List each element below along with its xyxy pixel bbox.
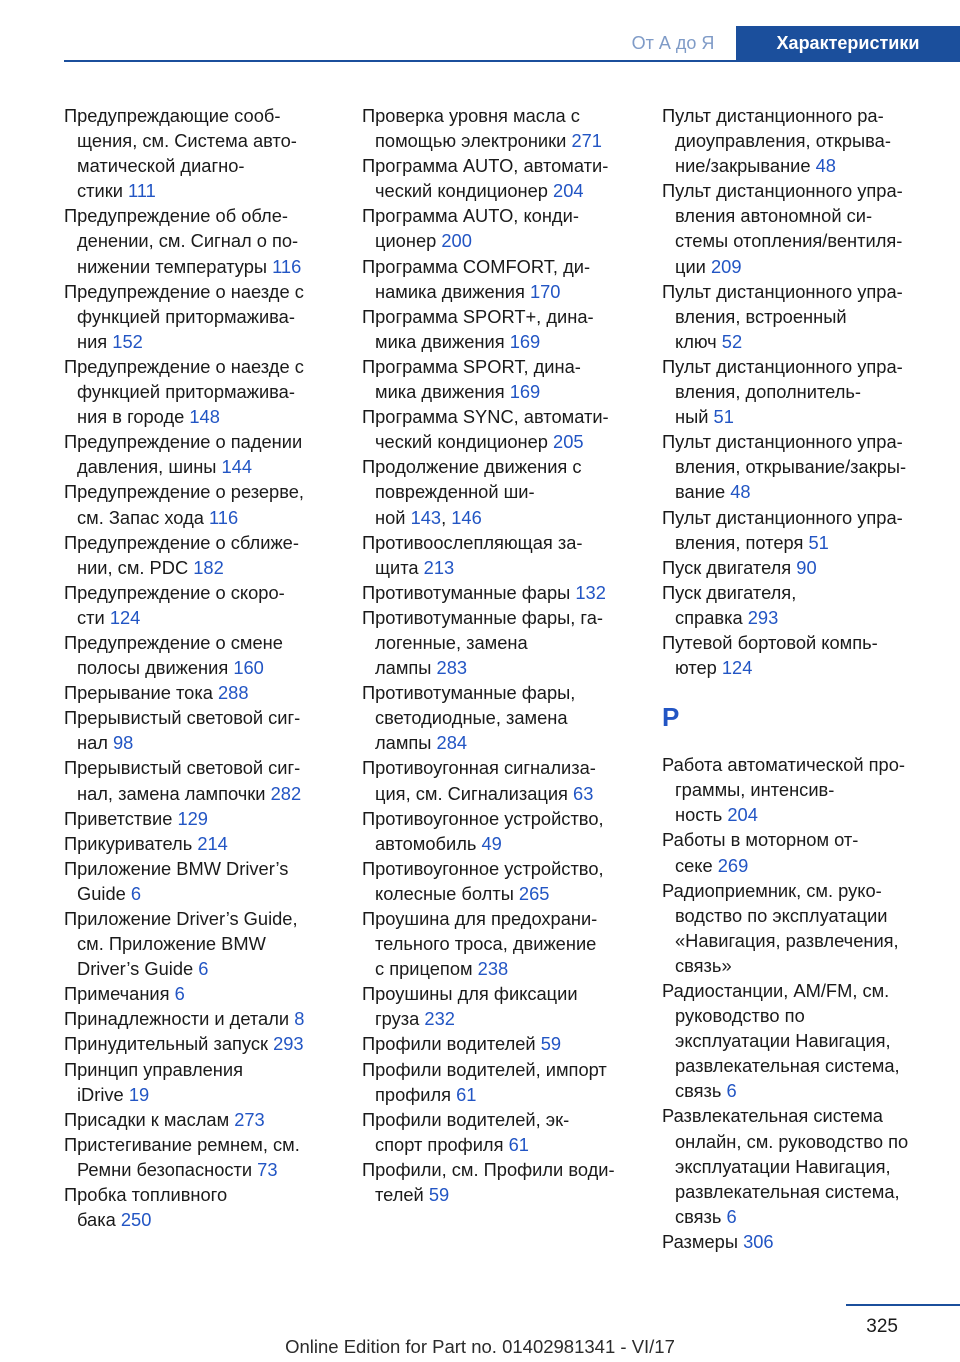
index-entry: Противоугонное устройство, автомобиль 49	[362, 807, 604, 854]
index-entry: Предупреждение о резерве, см. Запас хода 116	[64, 481, 304, 528]
page-reference-link[interactable]: 144	[221, 456, 253, 478]
page-header	[0, 0, 960, 62]
page-reference-link[interactable]: 273	[234, 1108, 265, 1130]
index-entry: Противотуманные фары 132	[362, 581, 606, 603]
page-reference-link[interactable]: 111	[128, 180, 156, 202]
page-reference-link[interactable]: 59	[428, 1184, 450, 1206]
page-reference-link[interactable]: 288	[218, 682, 249, 704]
page-reference-link[interactable]: 283	[436, 657, 468, 679]
index-entry: Проушины для фиксации груза 232	[362, 983, 578, 1030]
page-reference-link[interactable]: 152	[112, 330, 143, 352]
page-reference-link[interactable]: 284	[436, 732, 468, 754]
page-reference-link[interactable]: 293	[747, 606, 779, 628]
chapter-tab[interactable]: Характеристики	[736, 26, 960, 60]
page-reference-link[interactable]: 61	[456, 1083, 477, 1105]
index-entry: Присадки к маслам 273	[64, 1108, 265, 1130]
page-reference-link[interactable]: 293	[273, 1033, 304, 1055]
index-entry: Работы в моторном от- секе 269	[662, 829, 859, 876]
page-reference-link[interactable]: 143	[410, 506, 442, 528]
page-reference-link[interactable]: 116	[272, 255, 302, 277]
page-reference-link[interactable]: 52	[721, 330, 743, 352]
page-reference-link[interactable]: 61	[508, 1133, 529, 1155]
index-entry: Развлекательная система онлайн, см. руководство по эксплуатации Навигация, развлекательная система, связь 6	[662, 1105, 909, 1227]
page-reference-link[interactable]: 271	[571, 130, 602, 152]
page-reference-link[interactable]: 169	[509, 381, 541, 403]
index-entry: Пульт дистанционного упра- вления, потеря 51	[662, 506, 903, 553]
page-reference-link[interactable]: 269	[717, 854, 749, 876]
index-entry: Противотуманные фары, га- логенные, замена лампы 283	[362, 606, 603, 679]
index-entry: Пульт дистанционного упра- вления, встроенный ключ 52	[662, 280, 903, 352]
index-entry: Профили водителей, импорт профиля 61	[362, 1058, 607, 1105]
index-entry: Программа AUTO, автомати- ческий кондиционер 204	[362, 155, 609, 202]
index-entry: Пуск двигателя 90	[662, 556, 817, 578]
page-reference-link[interactable]: 73	[257, 1158, 278, 1180]
page-reference-link[interactable]: 200	[441, 230, 472, 252]
page-reference-link[interactable]: 182	[193, 556, 224, 578]
footer-rule	[846, 1304, 960, 1306]
index-entry: Прерывание тока 288	[64, 682, 249, 704]
page-reference-link[interactable]: 169	[509, 330, 541, 352]
edition-note: Online Edition for Part no. 01402981341 - VI/17	[285, 1336, 675, 1357]
index-entry: Радиоприемник, см. руко- водство по эксплуатации «Навигация, развлечения, связь»	[662, 879, 899, 976]
page-number: 325	[866, 1316, 898, 1337]
page-reference-link[interactable]: 48	[815, 155, 836, 177]
index-column-2	[362, 103, 634, 1207]
index-entry: Предупреждающие сооб- щения, см. Система авто- матической диагно- стики 111	[64, 105, 297, 202]
page-reference-link[interactable]: 116	[208, 506, 239, 528]
index-entry: Продолжение движения с поврежденной ши- ной 143, 146	[362, 456, 582, 528]
index-entry: Профили водителей 59	[362, 1033, 562, 1055]
index-entry: Программа AUTO, конди- ционер 200	[362, 205, 579, 252]
index-entry: Проушина для предохрани- тельного троса, движение с прицепом 238	[362, 908, 598, 980]
page-reference-link[interactable]: 19	[128, 1083, 150, 1105]
page-reference-link[interactable]: 132	[575, 581, 606, 603]
page-reference-link[interactable]: 204	[553, 180, 584, 202]
index-entry: Размеры 306	[662, 1230, 774, 1252]
page-reference-link[interactable]: 265	[518, 882, 550, 904]
page-reference-link[interactable]: 51	[808, 531, 829, 553]
index-column-3	[662, 103, 954, 1254]
header-rule	[64, 60, 960, 62]
index-entry: Противоугонное устройство, колесные болты 265	[362, 857, 604, 904]
page-reference-link[interactable]: 6	[198, 958, 209, 980]
page-reference-link[interactable]: 6	[130, 882, 142, 904]
index-entry: Принудительный запуск 293	[64, 1033, 304, 1055]
index-entry: Примечания 6	[64, 983, 185, 1005]
page-reference-link[interactable]: 282	[270, 782, 302, 804]
index-entry: Приложение Driver’s Guide, см. Приложение BMW Driver’s Guide 6	[64, 908, 298, 980]
page-reference-link[interactable]: 90	[796, 556, 817, 578]
index-entry: Пульт дистанционного упра- вления, дополнитель- ный 51	[662, 355, 903, 428]
index-entry: Предупреждение о скоро- сти 124	[64, 581, 285, 628]
index-entry: Проверка уровня масла с помощью электроники 271	[362, 105, 602, 152]
page-reference-link[interactable]: 238	[477, 958, 509, 980]
page-reference-link[interactable]: 59	[540, 1033, 562, 1055]
index-letter-heading: Р	[662, 702, 680, 733]
index-entry: Предупреждение о наезде с функцией притормажива- ния в городе 148	[64, 355, 304, 428]
index-entry: Пульт дистанционного ра- диоуправления, открыва- ние/закрывание 48	[662, 105, 891, 177]
index-entry: Предупреждение о смене полосы движения 160	[64, 631, 283, 679]
section-label[interactable]: От А до Я	[631, 33, 715, 53]
page-reference-link[interactable]: 213	[423, 556, 455, 578]
index-entry: Пробка топливного бака 250	[64, 1184, 228, 1231]
index-entry: Противотуманные фары, светодиодные, замена лампы 284	[362, 682, 576, 754]
page-reference-link[interactable]: 129	[177, 807, 208, 829]
index-entry: Пуск двигателя, справка 293	[662, 581, 797, 628]
index-entry: Принцип управления iDrive 19	[64, 1058, 243, 1105]
index-entry: Пульт дистанционного упра- вления автономной си- стемы отопления/вентиля- ции 209	[662, 180, 903, 277]
page-reference-link[interactable]: 232	[424, 1008, 455, 1030]
page-reference-link[interactable]: 124	[721, 657, 753, 679]
index-entry: Радиостанции, AM/FM, см. руководство по эксплуатации Навигация, развлекательная система, связь 6	[662, 980, 900, 1102]
index-entry: Прерывистый световой сиг- нал, замена лампочки 282	[64, 757, 302, 804]
index-entry: Приветствие 129	[64, 807, 208, 829]
index-entry: Противоугонная сигнализа- ция, см. Сигнализация 63	[362, 757, 596, 804]
index-entry: Программа SYNC, автомати- ческий кондиционер 205	[362, 406, 609, 453]
index-entry: Противоослепляющая за- щита 213	[362, 531, 583, 578]
page-reference-link[interactable]: 124	[109, 606, 141, 628]
page-reference-link[interactable]: 48	[730, 481, 751, 503]
index-entry: Программа SPORT+, дина- мика движения 169	[362, 305, 594, 352]
page-reference-link[interactable]: 306	[743, 1230, 774, 1252]
page-reference-link[interactable]: 250	[120, 1209, 152, 1231]
index-column-1	[64, 103, 336, 1232]
page-reference-link[interactable]: 8	[294, 1008, 305, 1030]
page-reference-link[interactable]: 204	[727, 804, 758, 826]
index-entry: Принадлежности и детали 8	[64, 1008, 305, 1030]
page-reference-link[interactable]: 6	[174, 983, 185, 1005]
page-reference-link[interactable]: 49	[481, 832, 502, 854]
index-entry: Работа автоматической про- граммы, интенсив- ность 204	[662, 754, 905, 826]
index-entry: Прикуриватель 214	[64, 832, 228, 854]
index-entry: Прерывистый световой сиг- нал 98	[64, 707, 301, 754]
index-entry: Предупреждение о сближе- нии, см. PDC 182	[64, 531, 299, 578]
index-entry: Путевой бортовой компь- ютер 124	[662, 631, 878, 679]
page-reference-link[interactable]: 63	[573, 782, 594, 804]
index-entry: Пристегивание ремнем, см. Ремни безопасности 73	[64, 1133, 300, 1180]
page-reference-link[interactable]: 146	[451, 506, 482, 528]
page-reference-link[interactable]: 148	[189, 406, 220, 428]
index-entry: Пульт дистанционного упра- вления, открывание/закры- вание 48	[662, 431, 907, 503]
index-entry: Предупреждение о наезде с функцией притормажива- ния 152	[64, 280, 304, 352]
page-reference-link[interactable]: 98	[113, 732, 134, 754]
index-entry: Программа COMFORT, ди- намика движения 170	[362, 255, 591, 302]
page-reference-link[interactable]: 170	[529, 280, 561, 302]
page-reference-link[interactable]: 6	[726, 1205, 737, 1227]
index-entry: Профили водителей, эк- спорт профиля 61	[362, 1108, 570, 1155]
page-reference-link[interactable]: 205	[553, 431, 584, 453]
page-reference-link[interactable]: 209	[710, 255, 742, 277]
index-entry: Приложение BMW Driver’s Guide 6	[64, 857, 289, 904]
index-entry: Программа SPORT, дина- мика движения 169	[362, 355, 581, 403]
page-reference-link[interactable]: 6	[726, 1080, 737, 1102]
page-reference-link[interactable]: 51	[713, 406, 734, 428]
index-entry: Предупреждение об обле- денении, см. Сигнал о по- нижении температуры 116	[64, 205, 302, 277]
page-reference-link[interactable]: 160	[233, 657, 264, 679]
index-entry: Профили, см. Профили води- телей 59	[362, 1158, 615, 1206]
index-entry: Предупреждение о падении давления, шины 144	[64, 431, 303, 478]
page-reference-link[interactable]: 214	[197, 832, 228, 854]
